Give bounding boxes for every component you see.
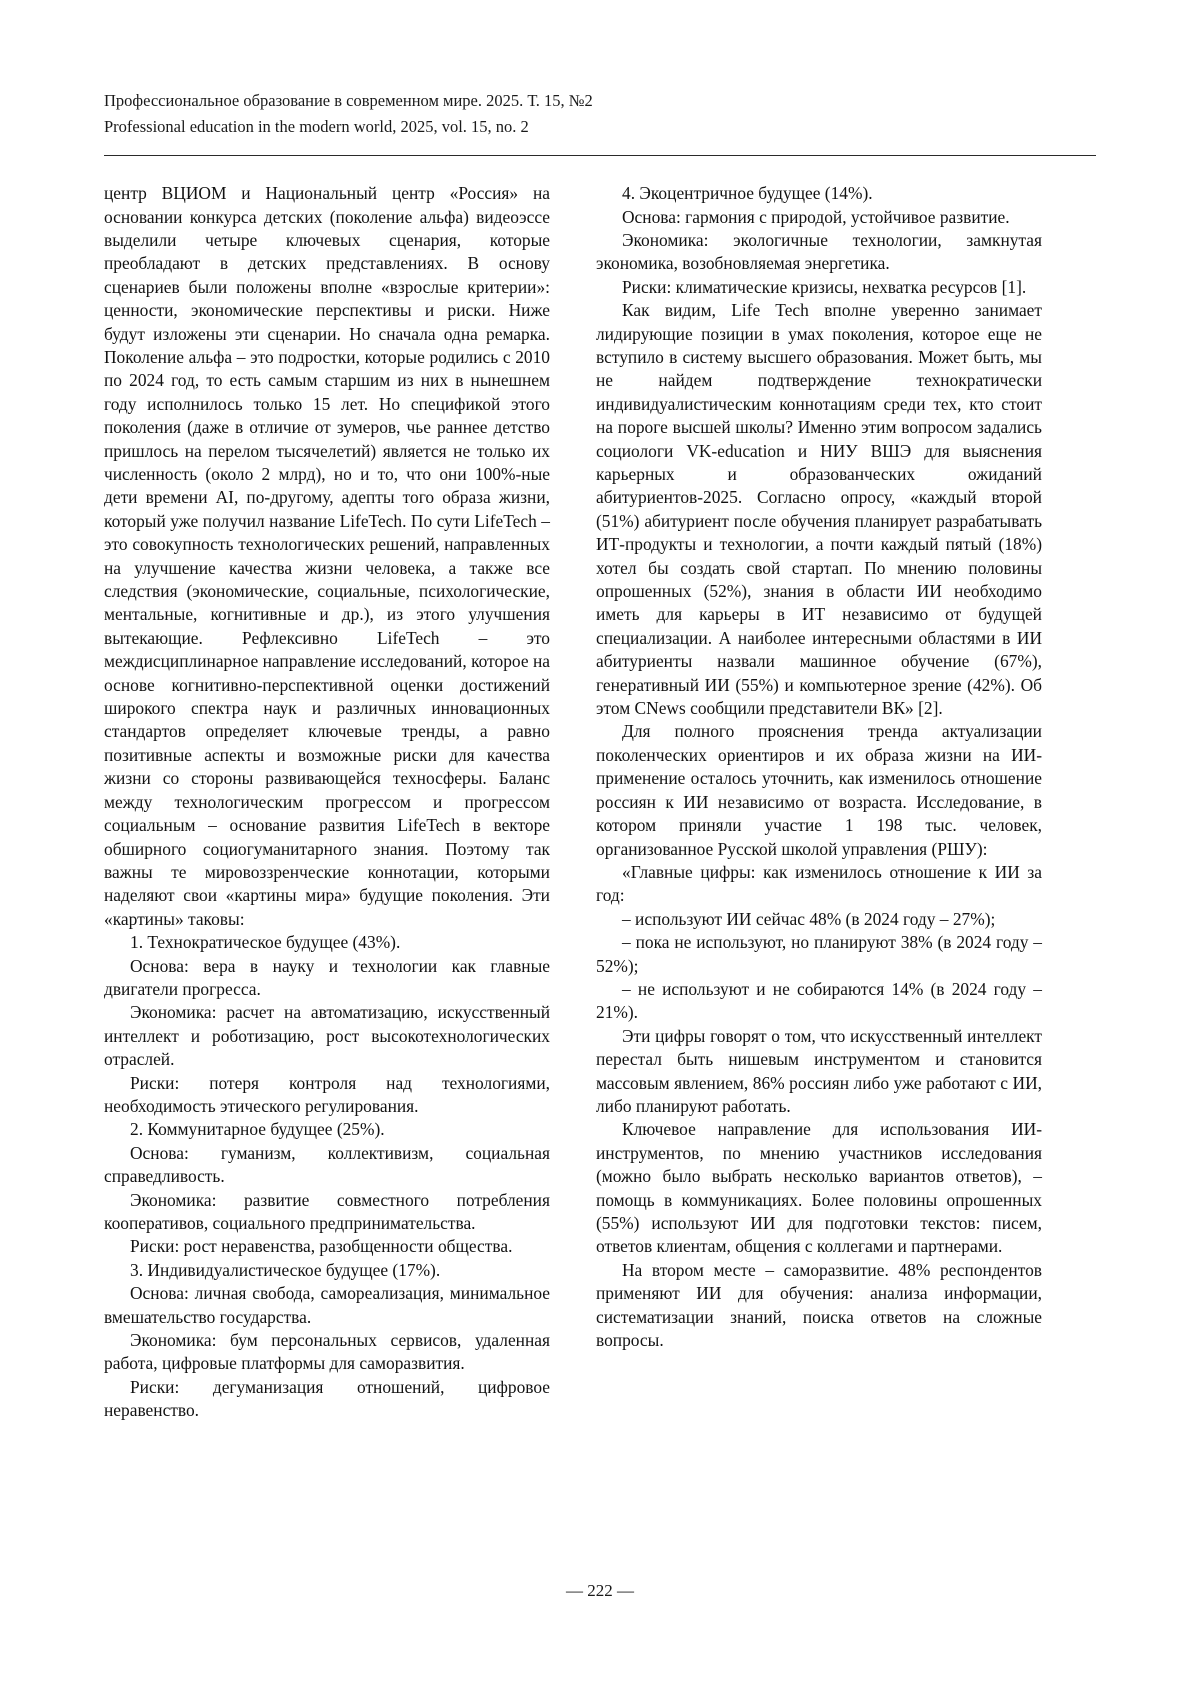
paragraph: Основа: личная свобода, самореализация, минимальное вмешательство государства. — [104, 1283, 550, 1327]
header-divider — [104, 155, 1096, 156]
paragraph: 3. Индивидуалистическое будущее (17%). — [130, 1259, 441, 1280]
paragraph: – используют ИИ сейчас 48% (в 2024 году – 27%); — [622, 908, 996, 929]
paragraph: Экономика: экологичные технологии, замкнутая экономика, возобновляемая энергетика. — [596, 229, 1042, 274]
paragraph: Риски: рост неравенства, разобщенности общества. — [130, 1236, 513, 1257]
running-head — [104, 88, 1096, 139]
paragraph: «Главные цифры: как изменилось отношение к ИИ за год: — [596, 861, 1042, 906]
paragraph: Основа: гармония с природой, устойчивое развитие. — [622, 206, 1010, 227]
paragraph: – пока не используют, но планируют 38% (в 2024 году – 52%); — [596, 932, 1042, 976]
paragraph: Экономика: бум персональных сервисов, удаленная работа, цифровые платформы для саморазвития. — [104, 1330, 550, 1374]
paragraph: Основа: гуманизм, коллективизм, социальная справедливость. — [104, 1142, 550, 1187]
paragraph: – не используют и не собираются 14% (в 2024 году – 21%). — [596, 978, 1042, 1023]
paragraph: Риски: дегуманизация отношений, цифровое неравенство. — [104, 1376, 550, 1421]
paragraph: Экономика: развитие совместного потребления кооперативов, социального предпринимательства. — [104, 1189, 550, 1233]
page-number: — 222 — — [566, 1581, 634, 1600]
paragraph: Ключевое направление для использования ИИ-инструментов, по мнению участников исследования (можно было выбрать несколько вариантов ответов), – помощь в коммуникациях. Более половины опрошенных (55%) используют ИИ для подготовки текстов: писем, ответов клиентам, общения с коллегами и партнерами. — [596, 1119, 1042, 1257]
paragraph: 4. Экоцентричное будущее (14%). — [622, 183, 873, 204]
paragraph: Для полного прояснения тренда актуализации поколенческих ориентиров и их образа жизни на ИИ-применение осталось уточнить, как изменилось отношение россиян к ИИ независимо от возраста. Исследование, в котором приняли участие 1 198 тыс. человек, организованное Русской школой управления (РШУ): — [596, 721, 1042, 859]
running-head-en: Professional education in the modern world, 2025, vol. 15, no. 2 — [104, 116, 529, 136]
right-column — [596, 182, 1042, 1352]
paragraph: На втором месте – саморазвитие. 48% респондентов применяют ИИ для обучения: анализа информации, систематизации знаний, поиска ответов на сложные вопросы. — [596, 1259, 1042, 1351]
running-head-ru: Профессиональное образование в современном мире. 2025. Т. 15, №2 — [104, 91, 593, 110]
paragraph: Экономика: расчет на автоматизацию, искусственный интеллект и роботизацию, рост высокотехнологических отраслей. — [104, 1002, 550, 1070]
paragraph: Как видим, Life Tech вполне уверенно занимает лидирующие позиции в умах поколения, которое еще не вступило в систему высшего образования. Может быть, мы не найдем подтверждение технократически индивидуалистическим коннотациям среди тех, кто стоит на пороге высшей школы? Именно этим вопросом задались социологи VK-education и НИУ ВШЭ для выяснения карьерных и образованческих ожиданий абитуриентов-2025. Согласно опросу, «каждый второй (51%) абитуриент после обучения планирует разрабатывать ИТ-продукты и технологии, а почти каждый пятый (18%) хотел бы создать свой стартап. По мнению половины опрошенных (52%), знания в области ИИ необходимо иметь для карьеры в ИТ независимо от будущей специализации. А наиболее интересными областями в ИИ абитуриенты назвали машинное обучение (67%), генеративный ИИ (55%) и компьютерное зрение (42%). Об этом CNews сообщили представители ВК» [2]. — [596, 300, 1042, 719]
paragraph: 2. Коммунитарное будущее (25%). — [130, 1119, 385, 1140]
paragraph: Риски: климатические кризисы, нехватка ресурсов [1]. — [622, 276, 1027, 297]
body-columns — [104, 182, 1096, 1423]
paragraph: центр ВЦИОМ и Национальный центр «Россия» на основании конкурса детских (поколение альфа) видеоэссе выделили четыре ключевых сценария, которые преобладают в детских представлениях. В основу сценариев были положены вполне «взрослые критерии»: ценности, экономические перспективы и риски. Ниже будут изложены эти сценарии. Но сначала одна ремарка. Поколение альфа – это подростки, которые родились с 2010 по 2024 год, то есть самым старшим из них в нынешнем году исполнилось только 15 лет. Но спецификой этого поколения (даже в отличие от зумеров, чье раннее детство пришлось на перелом тысячелетий) является не только их численность (около 2 млрд), но и то, что они 100%-ные дети времени AI, по-другому, адепты того образа жизни, который уже получил название LifeTech. По сути LifeTech – это совокупность технологических решений, направленных на улучшение качества жизни человека, а также все следствия (экономические, социальные, психологические, ментальные, когнитивные и др.), из этого улучшения вытекающие. Рефлексивно LifeTech – это междисциплинарное направление исследований, которое на основе когнитивно-перспективной оценки достижений широкого спектра наук и различных инновационных стандартов определяет ключевые тренды, а равно позитивные аспекты и возможные риски для качества жизни со стороны развивающейся техносферы. Баланс между технологическим прогрессом и прогрессом социальным – основание развития LifeTech в векторе обширного социогуманитарного знания. Поэтому так важны те мировоззренческие коннотации, которыми наделяют свои «картины мира» будущие поколения. Эти «картины» таковы: — [104, 183, 550, 929]
paragraph: 1. Технократическое будущее (43%). — [130, 932, 401, 953]
left-column — [104, 182, 550, 1423]
paragraph: Риски: потеря контроля над технологиями, необходимость этического регулирования. — [104, 1072, 550, 1116]
paragraph: Эти цифры говорят о том, что искусственный интеллект перестал быть нишевым инструментом и становится массовым явлением, 86% россиян либо уже работают с ИИ, либо планируют работать. — [596, 1025, 1042, 1116]
paragraph: Основа: вера в науку и технологии как главные двигатели прогресса. — [104, 955, 550, 999]
